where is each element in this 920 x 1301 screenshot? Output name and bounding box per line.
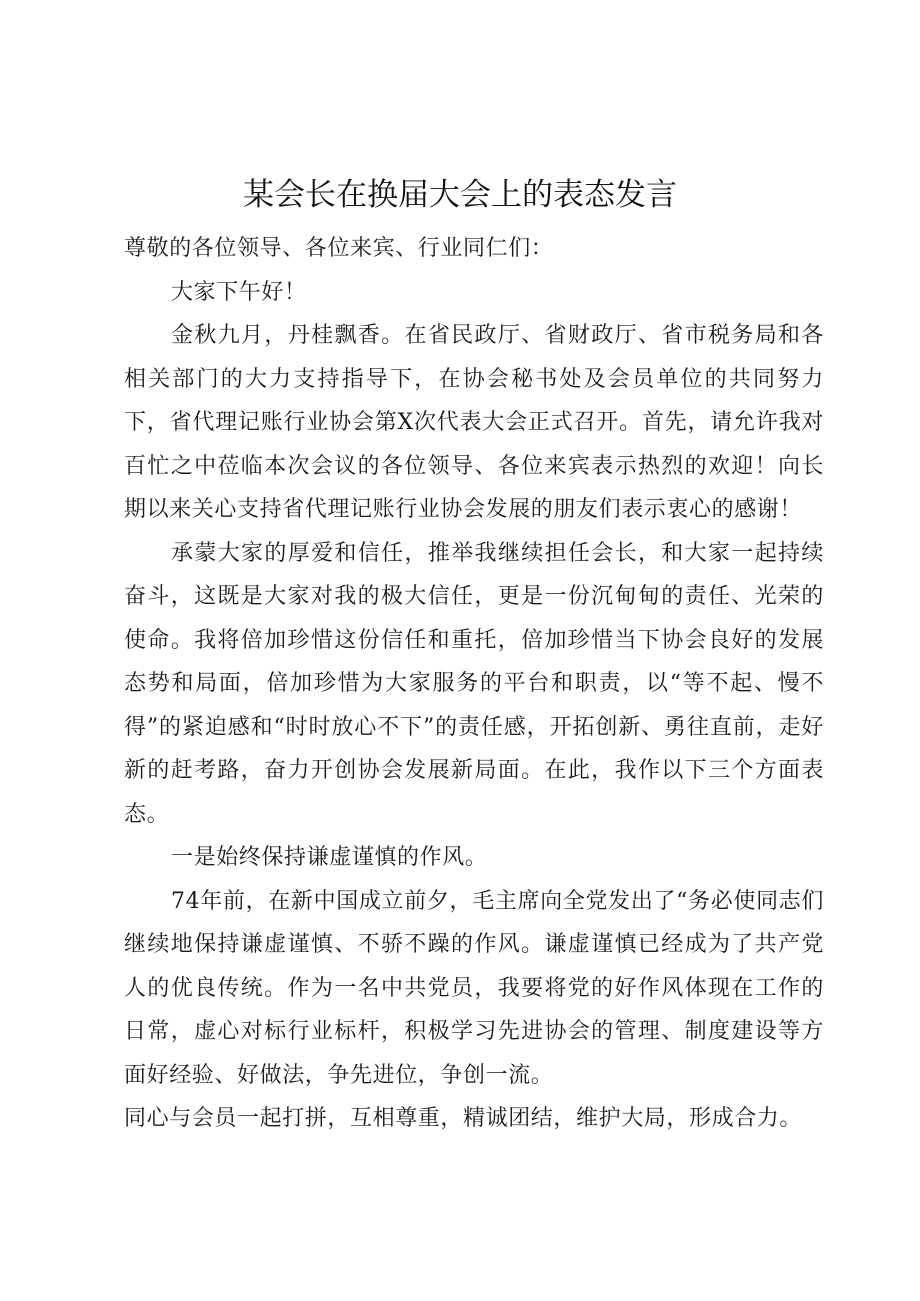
commitment-paragraph: 承蒙大家的厚爱和信任，推举我继续担任会长，和大家一起持续奋斗，这既是大家对我的极大信任，更是一份沉甸甸的责任、光荣的使命。我将倍加珍惜这份信任和重托，倍加珍惜当下协会良好的发展态势和局面，倍加珍惜为大家服务的平台和职责，以“等不起、慢不得”的紧迫感和“时时放心不下”的责任感，开拓创新、勇往直前，走好新的赶考路，奋力开创协会发展新局面。在此，我作以下三个方面表态。 xyxy=(124,540,824,827)
greeting: 大家下午好！ xyxy=(171,279,307,305)
document-body xyxy=(124,227,824,1141)
section-heading-1: 一是始终保持谦虚谨慎的作风。 xyxy=(171,845,488,870)
document-title: 某会长在换届大会上的表态发言 xyxy=(243,177,677,213)
salutation: 尊敬的各位领导、各位来宾、行业同仁们： xyxy=(124,236,554,261)
closing-line: 同心与会员一起打拼，互相尊重，精诚团结，维护大局，形成合力。 xyxy=(124,1106,803,1131)
section-1-paragraph: 74年前，在新中国成立前夕，毛主席向全党发出了“务必使同志们继续地保持谦虚谨慎、不骄不躁的作风。谦虚谨慎已经成为了共产党人的优良传统。作为一名中共党员，我要将党的好作风体现在工作的日常，虚心对标行业标杆，积极学习先进协会的管理、制度建设等方面好经验、好做法，争先进位，争创一流。 xyxy=(124,888,824,1088)
opening-paragraph: 金秋九月，丹桂飘香。在省民政厅、省财政厅、省市税务局和各相关部门的大力支持指导下，在协会秘书处及会员单位的共同努力下，省代理记账行业协会第X次代表大会正式召开。首先，请允许我对百忙之中莅临本次会议的各位领导、各位来宾表示热烈的欢迎！向长期以来关心支持省代理记账行业协会发展的朋友们表示衷心的感谢！ xyxy=(124,323,824,522)
